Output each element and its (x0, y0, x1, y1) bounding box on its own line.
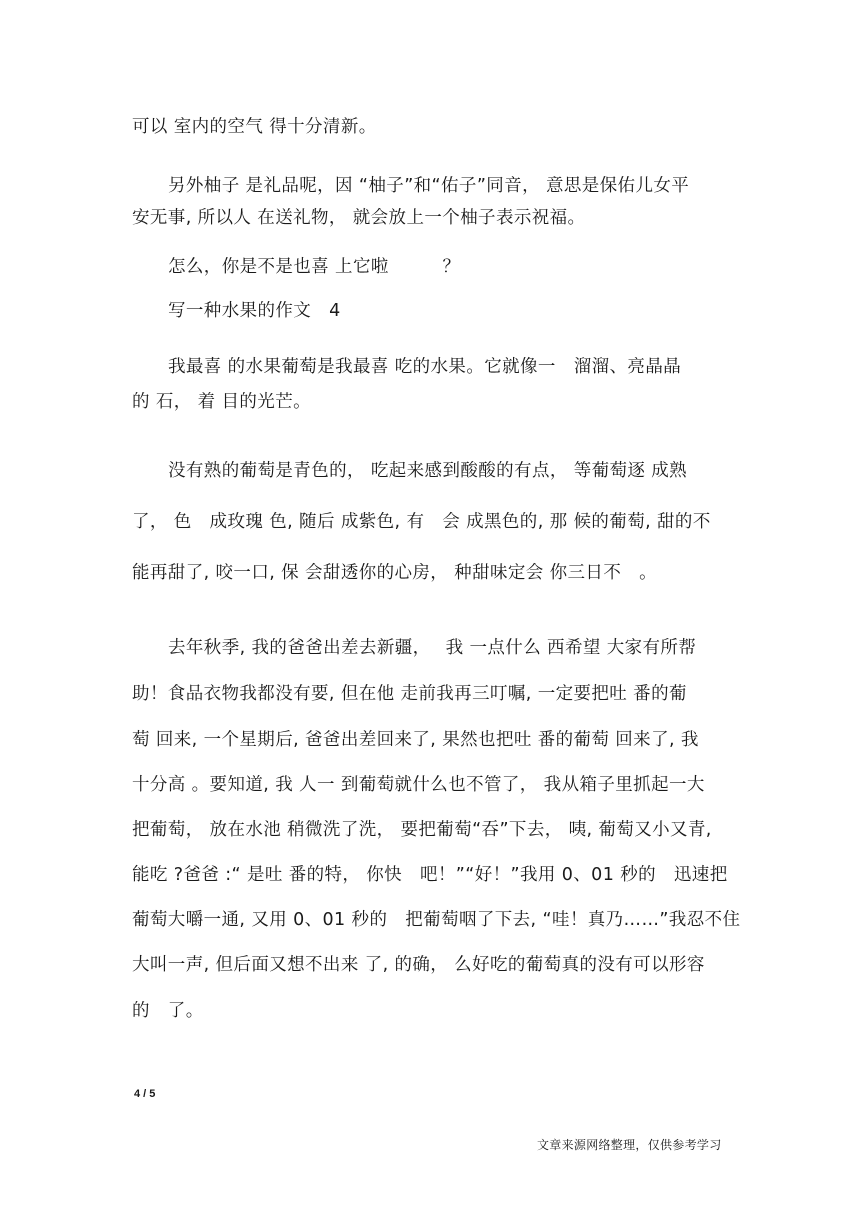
text-line: 萄 回来, 一个星期后, 爸爸出差回来了, 果然也把吐 番的葡萄 回来了, 我 (132, 730, 699, 750)
text-line: 葡萄大嚼一通, 又用 0、01 秒的 把葡萄咽了下去, “哇！真乃……”我忍不住 (132, 910, 741, 930)
text-line: 可以 室内的空气 得十分清新。 (132, 117, 377, 137)
text-line: 的 了。 (132, 1001, 204, 1021)
text-line: 十分高 。要知道, 我 人一 到葡萄就什么也不管了， 我从箱子里抓起一大 (132, 775, 705, 795)
text-line: 能再甜了, 咬一口, 保 会甜透你的心房， 种甜味定会 你三日不 。 (132, 563, 658, 583)
text-line: 助！食品衣物我都没有要, 但在他 走前我再三叮嘱, 一定要把吐 番的葡 (132, 684, 687, 704)
text-line: 把葡萄， 放在水池 稍微洗了洗， 要把葡萄“吞”下去， 咦, 葡萄又小又青, (132, 820, 712, 840)
text-line: 怎么，你是不是也喜 上它啦 ？ (168, 257, 461, 277)
text-line: 的 石， 着 目的光芒。 (132, 392, 311, 412)
text-line: 没有熟的葡萄是青色的， 吃起来感到酸酸的有点， 等葡萄逐 成熟 (168, 461, 688, 481)
text-line: 另外柚子 是礼品呢，因 “柚子”和“佑子”同音， 意思是保佑儿女平 (168, 176, 690, 196)
text-line: 能吃 ?爸爸 :“ 是吐 番的特， 你快 吧！”“好！”我用 0、01 秒的 迅速把 (132, 865, 728, 885)
text-line: 大叫一声, 但后面又想不出来 了, 的确， 么好吃的葡萄真的没有可以形容 (132, 955, 705, 975)
text-line: 了， 色 成玫瑰 色, 随后 成紫色, 有 会 成黑色的, 那 候的葡萄, 甜的不 (132, 512, 711, 532)
footer-note: 文章来源网络整理，仅供参考学习 (537, 1138, 722, 1152)
text-line: 去年秋季, 我的爸爸出差去新疆， 我 一点什么 西希望 大家有所帮 (168, 638, 697, 658)
text-line: 安无事, 所以人 在送礼物， 就会放上一个柚子表示祝福。 (132, 208, 586, 228)
page-number: 4 / 5 (134, 1088, 156, 1100)
section-heading: 写一种水果的作文 4 (168, 301, 341, 321)
text-line: 我最喜 的水果葡萄是我最喜 吃的水果。它就像一 溜溜、亮晶晶 (168, 357, 682, 377)
